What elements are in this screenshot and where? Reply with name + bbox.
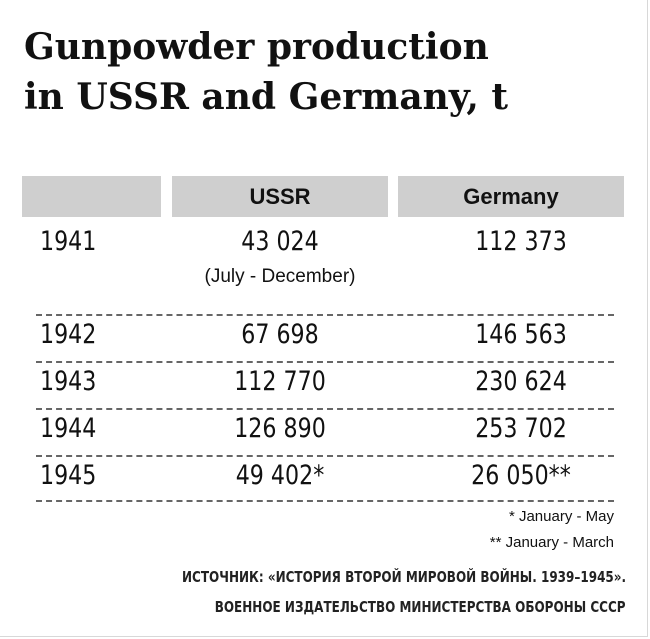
row-1941-year: 1941: [40, 226, 97, 257]
title-line-1: Gunpowder production: [24, 26, 489, 68]
page-title: [24, 22, 508, 122]
row-divider: [36, 500, 614, 502]
source-line-2: ВОЕННОЕ ИЗДАТЕЛЬСТВО МИНИСТЕРСТВА ОБОРОНЫ СССР: [215, 598, 626, 616]
header-germany: Germany: [398, 176, 624, 217]
footnote-2: ** January - March: [489, 534, 614, 551]
row-1944-germany: 253 702: [475, 413, 567, 444]
row-1942-ussr: 67 698: [241, 319, 319, 350]
row-1944-year: 1944: [40, 413, 97, 444]
row-1942-germany: 146 563: [475, 319, 567, 350]
row-divider: [36, 408, 614, 410]
source-line-1: ИСТОЧНИК: «ИСТОРИЯ ВТОРОЙ МИРОВОЙ ВОЙНЫ. 1939–1945».: [181, 568, 626, 586]
row-1944-ussr: 126 890: [234, 413, 326, 444]
row-divider: [36, 361, 614, 363]
header-empty-cell: [22, 176, 161, 217]
row-1943-year: 1943: [40, 366, 97, 397]
row-1941-ussr: 43 024: [241, 226, 319, 257]
row-1943-germany: 230 624: [475, 366, 567, 397]
row-1941-ussr-note: (July - December): [204, 266, 356, 287]
row-1945-year: 1945: [40, 460, 97, 491]
row-1943-ussr: 112 770: [234, 366, 326, 397]
header-ussr: USSR: [172, 176, 388, 217]
row-1941-germany: 112 373: [475, 226, 567, 257]
row-1945-germany: 26 050**: [471, 460, 571, 491]
title-line-2: in USSR and Germany, t: [24, 76, 509, 118]
row-divider: [36, 314, 614, 316]
row-1945-ussr: 49 402*: [235, 460, 325, 491]
footnote-1: * January - May: [508, 508, 614, 525]
row-1942-year: 1942: [40, 319, 97, 350]
row-divider: [36, 455, 614, 457]
